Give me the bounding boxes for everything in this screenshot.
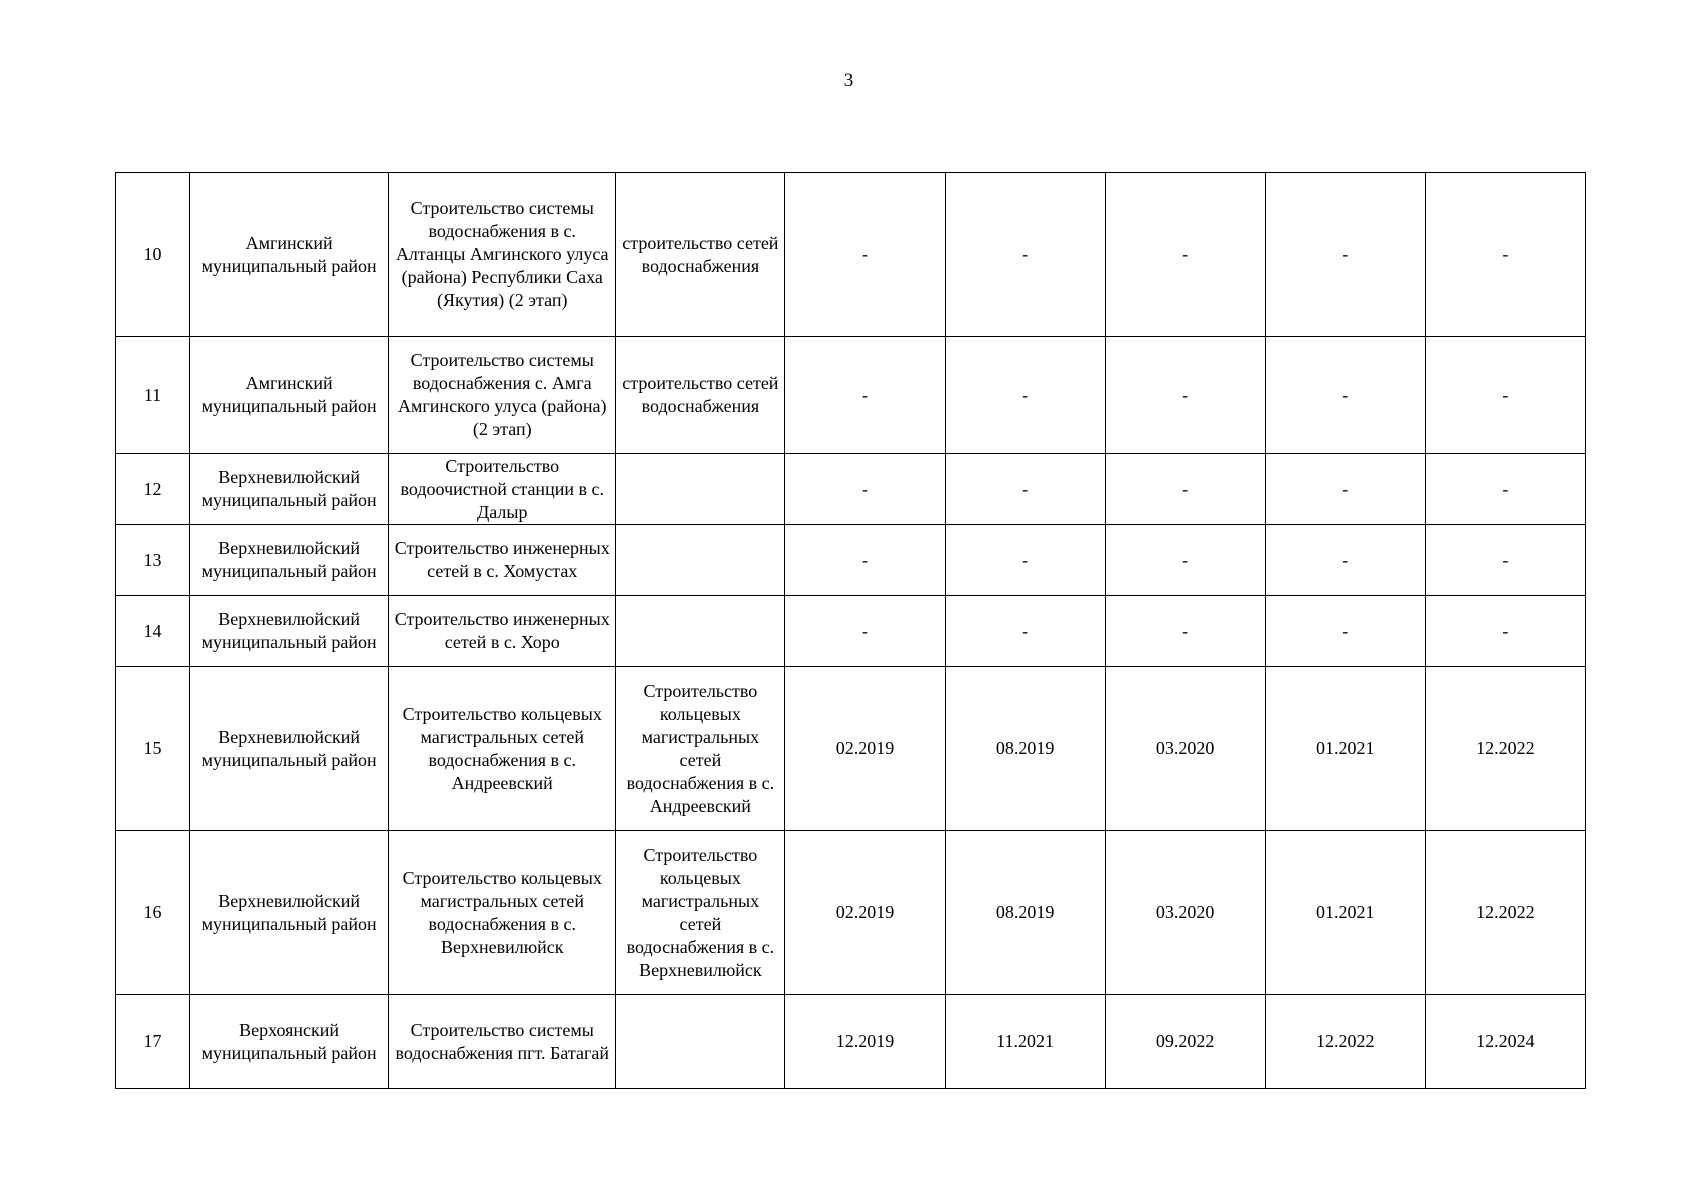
date-cell-3: - xyxy=(1105,337,1265,454)
object-cell: Строительство инженерных сетей в с. Хомустах xyxy=(389,525,616,596)
object-cell: Строительство кольцевых магистральных сетей водоснабжения в с. Верхневилюйск xyxy=(389,831,616,995)
date-cell-4: - xyxy=(1265,596,1425,667)
table-row xyxy=(116,454,1586,525)
date-cell-4: - xyxy=(1265,525,1425,596)
work-type-cell xyxy=(616,596,785,667)
date-cell-2: - xyxy=(945,596,1105,667)
district-cell: Верхоянский муниципальный район xyxy=(190,995,389,1089)
row-number: 17 xyxy=(116,995,190,1089)
date-cell-3: 03.2020 xyxy=(1105,667,1265,831)
work-type-cell: Строительство кольцевых магистральных сетей водоснабжения в с. Верхневилюйск xyxy=(616,831,785,995)
date-cell-3: 09.2022 xyxy=(1105,995,1265,1089)
date-cell-4: - xyxy=(1265,454,1425,525)
work-type-cell xyxy=(616,995,785,1089)
date-cell-4: 12.2022 xyxy=(1265,995,1425,1089)
work-type-cell xyxy=(616,454,785,525)
row-number: 10 xyxy=(116,173,190,337)
table-row xyxy=(116,173,1586,337)
object-cell: Строительство инженерных сетей в с. Хоро xyxy=(389,596,616,667)
work-type-cell: строительство сетей водоснабжения xyxy=(616,173,785,337)
district-cell: Верхневилюйский муниципальный район xyxy=(190,667,389,831)
date-cell-1: 12.2019 xyxy=(785,995,945,1089)
page-number: 3 xyxy=(843,70,854,91)
date-cell-1: 02.2019 xyxy=(785,831,945,995)
object-cell: Строительство кольцевых магистральных сетей водоснабжения в с. Андреевский xyxy=(389,667,616,831)
projects-table xyxy=(115,172,1586,1089)
object-cell: Строительство системы водоснабжения с. Амга Амгинского улуса (района) (2 этап) xyxy=(389,337,616,454)
table-row xyxy=(116,667,1586,831)
object-cell: Строительство водоочистной станции в с. Далыр xyxy=(389,454,616,525)
date-cell-1: - xyxy=(785,454,945,525)
date-cell-5: 12.2024 xyxy=(1425,995,1585,1089)
district-cell: Верхневилюйский муниципальный район xyxy=(190,454,389,525)
date-cell-5: - xyxy=(1425,337,1585,454)
date-cell-2: - xyxy=(945,337,1105,454)
date-cell-1: 02.2019 xyxy=(785,667,945,831)
date-cell-3: - xyxy=(1105,596,1265,667)
date-cell-2: 08.2019 xyxy=(945,667,1105,831)
date-cell-3: - xyxy=(1105,454,1265,525)
date-cell-2: - xyxy=(945,454,1105,525)
work-type-cell: Строительство кольцевых магистральных сетей водоснабжения в с. Андреевский xyxy=(616,667,785,831)
date-cell-4: 01.2021 xyxy=(1265,667,1425,831)
row-number: 13 xyxy=(116,525,190,596)
date-cell-5: 12.2022 xyxy=(1425,831,1585,995)
date-cell-5: 12.2022 xyxy=(1425,667,1585,831)
district-cell: Верхневилюйский муниципальный район xyxy=(190,525,389,596)
row-number: 12 xyxy=(116,454,190,525)
object-cell: Строительство системы водоснабжения в с. Алтанцы Амгинского улуса (района) Республики Саха (Якутия) (2 этап) xyxy=(389,173,616,337)
row-number: 14 xyxy=(116,596,190,667)
object-cell: Строительство системы водоснабжения пгт. Батагай xyxy=(389,995,616,1089)
work-type-cell: строительство сетей водоснабжения xyxy=(616,337,785,454)
table-row xyxy=(116,596,1586,667)
table-row xyxy=(116,525,1586,596)
date-cell-1: - xyxy=(785,173,945,337)
date-cell-5: - xyxy=(1425,454,1585,525)
district-cell: Верхневилюйский муниципальный район xyxy=(190,831,389,995)
table-row xyxy=(116,831,1586,995)
district-cell: Верхневилюйский муниципальный район xyxy=(190,596,389,667)
date-cell-4: 01.2021 xyxy=(1265,831,1425,995)
date-cell-5: - xyxy=(1425,173,1585,337)
date-cell-3: - xyxy=(1105,525,1265,596)
row-number: 11 xyxy=(116,337,190,454)
date-cell-4: - xyxy=(1265,337,1425,454)
date-cell-1: - xyxy=(785,337,945,454)
row-number: 16 xyxy=(116,831,190,995)
date-cell-2: 08.2019 xyxy=(945,831,1105,995)
date-cell-2: - xyxy=(945,525,1105,596)
date-cell-2: 11.2021 xyxy=(945,995,1105,1089)
date-cell-5: - xyxy=(1425,525,1585,596)
work-type-cell xyxy=(616,525,785,596)
table-row xyxy=(116,995,1586,1089)
date-cell-3: 03.2020 xyxy=(1105,831,1265,995)
district-cell: Амгинский муниципальный район xyxy=(190,337,389,454)
date-cell-4: - xyxy=(1265,173,1425,337)
table-row xyxy=(116,337,1586,454)
date-cell-3: - xyxy=(1105,173,1265,337)
date-cell-1: - xyxy=(785,596,945,667)
row-number: 15 xyxy=(116,667,190,831)
date-cell-1: - xyxy=(785,525,945,596)
district-cell: Амгинский муниципальный район xyxy=(190,173,389,337)
date-cell-5: - xyxy=(1425,596,1585,667)
date-cell-2: - xyxy=(945,173,1105,337)
